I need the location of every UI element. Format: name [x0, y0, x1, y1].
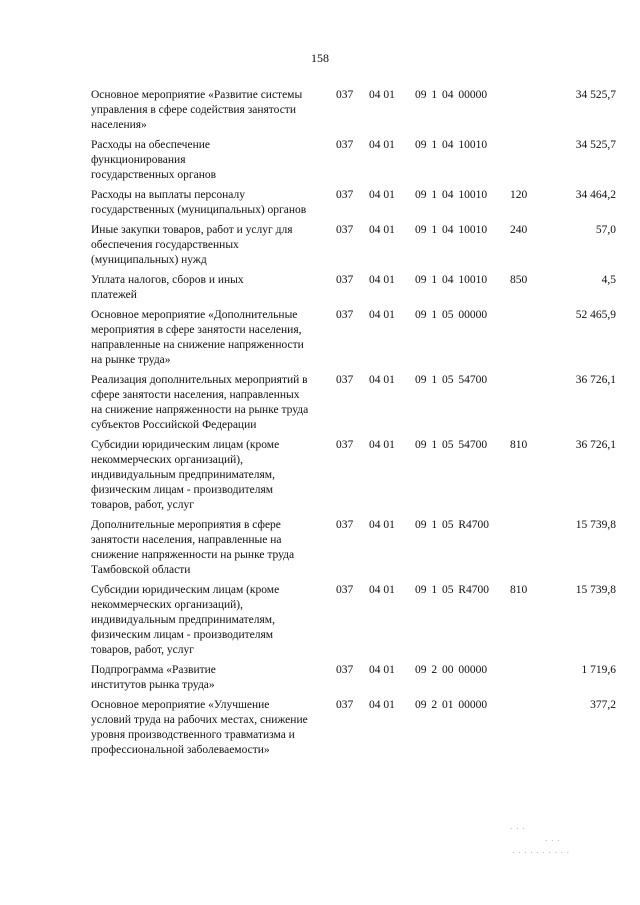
row-name: Подпрограмма «Развитие институтов рынка труда» — [91, 664, 216, 691]
row-vr: 810 — [510, 439, 528, 451]
row-cs: 09 1 05 54700 — [415, 374, 488, 386]
row-amount: 34 525,7 — [575, 89, 616, 101]
row-name: Основное мероприятие «Улучшение условий труда на рабочих местах, снижение уровня производственного травматизма и профессиональной заболеваемости» — [91, 699, 308, 756]
row-cs: 09 1 05 R4700 — [415, 519, 490, 531]
budget-table — [91, 88, 616, 763]
row-gr: 037 — [336, 309, 354, 321]
row-rz: 04 01 — [369, 439, 395, 451]
table-row — [91, 308, 616, 368]
row-amount: 34 464,2 — [575, 189, 616, 201]
row-rz: 04 01 — [369, 584, 395, 596]
page-number: 158 — [311, 51, 329, 65]
row-amount: 377,2 — [590, 699, 616, 711]
row-amount: 1 719,6 — [581, 664, 616, 676]
row-amount: 36 726,1 — [575, 374, 616, 386]
table-row — [91, 88, 616, 133]
row-amount: 15 739,8 — [575, 584, 616, 596]
row-name: Дополнительные мероприятия в сфере занятости населения, направленные на снижение напряженности на рынке труда Тамбовской области — [91, 519, 295, 576]
row-rz: 04 01 — [369, 664, 395, 676]
row-name: Расходы на обеспечение функционирования государственных органов — [91, 139, 217, 181]
row-gr: 037 — [336, 439, 354, 451]
row-amount: 15 739,8 — [575, 519, 616, 531]
row-name: Расходы на выплаты персоналу государственных (муниципальных) органов — [91, 189, 307, 216]
row-cs: 09 1 05 54700 — [415, 439, 488, 451]
row-cs: 09 1 04 00000 — [415, 89, 488, 101]
row-name: Субсидии юридическим лицам (кроме некоммерческих организаций), индивидуальным предпринимателям, физическим лицам - производителям товаров, работ, услуг — [91, 584, 280, 656]
row-rz: 04 01 — [369, 309, 395, 321]
table-row — [91, 663, 616, 693]
table-row — [91, 223, 616, 268]
row-gr: 037 — [336, 189, 354, 201]
row-amount: 52 465,9 — [575, 309, 616, 321]
row-name: Основное мероприятие «Дополнительные мероприятия в сфере занятости населения, направленные на снижение напряженности на рынке труда» — [91, 309, 304, 366]
row-cs: 09 1 04 10010 — [415, 189, 488, 201]
table-row — [91, 138, 616, 183]
row-gr: 037 — [336, 139, 354, 151]
scan-artifact: · · · · · · · · · · — [512, 849, 571, 857]
table-row — [91, 373, 616, 433]
row-amount: 57,0 — [595, 224, 616, 236]
table-row — [91, 698, 616, 758]
row-rz: 04 01 — [369, 89, 395, 101]
row-rz: 04 01 — [369, 189, 395, 201]
row-gr: 037 — [336, 584, 354, 596]
row-cs: 09 1 05 R4700 — [415, 584, 490, 596]
row-amount: 36 726,1 — [575, 439, 616, 451]
row-gr: 037 — [336, 374, 354, 386]
row-cs: 09 2 01 00000 — [415, 699, 488, 711]
row-vr: 850 — [510, 274, 528, 286]
row-cs: 09 1 04 10010 — [415, 224, 488, 236]
row-name: Уплата налогов, сборов и иных платежей — [91, 274, 244, 301]
table-row — [91, 438, 616, 513]
row-rz: 04 01 — [369, 274, 395, 286]
table-row — [91, 583, 616, 658]
scan-artifact: · · · — [545, 837, 561, 845]
row-cs: 09 2 00 00000 — [415, 664, 488, 676]
row-name: Реализация дополнительных мероприятий в сфере занятости населения, направленных на снижение напряженности на рынке труда субъектов Российской Федерации — [91, 374, 309, 431]
row-cs: 09 1 04 10010 — [415, 274, 488, 286]
row-vr: 120 — [510, 189, 528, 201]
row-vr: 810 — [510, 584, 528, 596]
row-cs: 09 1 05 00000 — [415, 309, 488, 321]
table-row — [91, 518, 616, 578]
row-vr: 240 — [510, 224, 528, 236]
row-rz: 04 01 — [369, 224, 395, 236]
scan-artifact: · · · — [510, 825, 526, 833]
row-gr: 037 — [336, 274, 354, 286]
row-rz: 04 01 — [369, 374, 395, 386]
row-rz: 04 01 — [369, 699, 395, 711]
table-row — [91, 188, 616, 218]
row-gr: 037 — [336, 664, 354, 676]
row-gr: 037 — [336, 89, 354, 101]
row-rz: 04 01 — [369, 139, 395, 151]
row-gr: 037 — [336, 519, 354, 531]
row-name: Основное мероприятие «Развитие системы управления в сфере содействия занятости населения» — [91, 89, 303, 131]
row-rz: 04 01 — [369, 519, 395, 531]
row-gr: 037 — [336, 224, 354, 236]
row-gr: 037 — [336, 699, 354, 711]
row-name: Иные закупки товаров, работ и услуг для обеспечения государственных (муниципальных) нужд — [91, 224, 293, 266]
row-name: Субсидии юридическим лицам (кроме некоммерческих организаций), индивидуальным предпринимателям, физическим лицам - производителям товаров, работ, услуг — [91, 439, 280, 511]
row-amount: 34 525,7 — [575, 139, 616, 151]
row-amount: 4,5 — [601, 274, 616, 286]
row-cs: 09 1 04 10010 — [415, 139, 488, 151]
table-row — [91, 273, 616, 303]
